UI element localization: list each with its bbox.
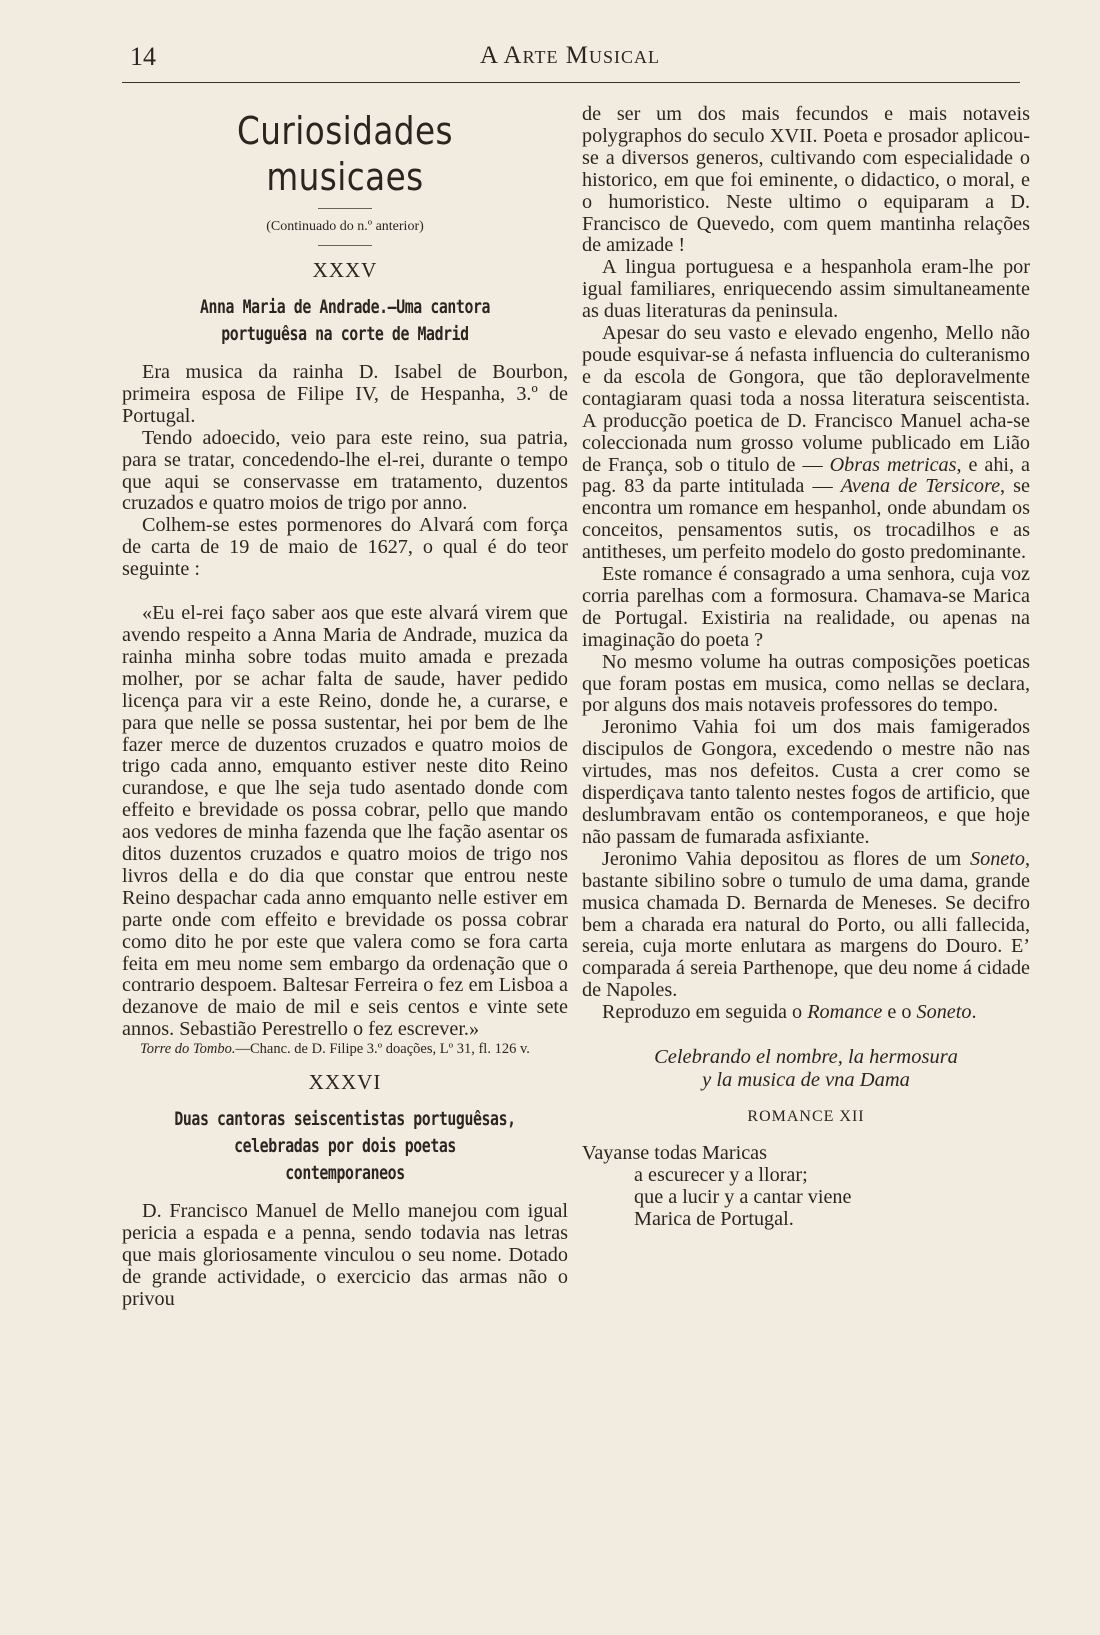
section-numeral-36: XXXVI — [308, 1070, 382, 1095]
spacer — [122, 581, 568, 603]
running-head — [120, 42, 1020, 82]
paragraph — [582, 1002, 1030, 1024]
alvara-quote: «Eu el-rei faço saber aos que este alvará virem que avendo respeito a Anna Maria de Andrade, muzica da rainha minha sobre todas muito amada e prezada molher, por se achar falta de saude, haver pedido licença para vir a este Reino, donde he, a curarse, e para que nelle se possa sustentar, hei por bem de lhe fazer merce de duzentos cruzados e quatro moios de trigo cada anno, emquanto estiver neste dito Reino curandose, e que lhe seja tudo asentado donde com effeito e brevidade os possa cobrar, pello que mando aos vedores de minha fazenda que lhe fação asentar os ditos duzentos cruzados e quatro moios de trigo nos livros della e do dia que constar que entrou neste Reino despachar cada anno emquanto nelle estiver em parte onde com effeito e brevidade os possa cobrar como dito he por este que valera como se fora carta feita em meu nome sem embargo da ordenação que o contrario despoem. Baltesar Ferreira o fez em Lisboa a dezanove de maio de mil e seis centos e vinte sete annos. Sebastião Perestrello o fez escrever.» — [122, 602, 568, 1041]
citation-source: Torre do Tombo. — [140, 1041, 236, 1058]
heading-line: celebradas por dois poetas contemporaneos — [234, 1135, 456, 1185]
text-run: , se encontra um romance em hespanhol, onde abundam os conceitos, pensamentos sutis, os trocadilhos e as antitheses, um perfeito modelo do gosto predominante. — [582, 475, 1030, 564]
paragraph: Tendo adoecido, veio para este reino, sua patria, para se tratar, concedendo-lhe el-rei, durante o tempo que aqui se conservasse em tratamento, duzentos cruzados e quatro moios de trigo por anno. — [122, 426, 568, 515]
italic-word: Soneto — [916, 1001, 972, 1024]
text-run: Apesar do seu vasto e elevado engenho, Mello não poude esquivar-se á nefasta influencia do culteranismo e da escola de Gongora, que tão deploravelmente contagiaram quasi toda a nossa literatura seiscentista. A producção poetica de D. Francisco Manuel acha-se coleccionada num grosso volume publicado em Lião de França, sob o titulo de — — [582, 322, 1030, 476]
heading-line: Anna Maria de Andrade.—Uma cantora — [199, 296, 491, 318]
article-title: Curiosidades musicaes — [237, 109, 453, 199]
header-rule — [122, 82, 1020, 83]
divider — [318, 245, 372, 246]
paragraph: Era musica da rainha D. Isabel de Bourbon, primeira esposa de Filipe IV, de Hespanha, 3.º de Portugal. — [122, 361, 568, 427]
text-run: , e ahi, a pag. 83 da parte intitulada — — [582, 453, 1030, 498]
verse-line: que a lucir y a cantar viene — [634, 1185, 852, 1208]
text-run: e o — [882, 1001, 917, 1024]
section-heading-35 — [171, 294, 519, 348]
divider — [318, 208, 372, 209]
citation-detail: —Chanc. de D. Filipe 3.º doações, Lº 31, fl. 126 v. — [235, 1041, 530, 1058]
journal-title: A Arte Musical — [480, 42, 660, 69]
paragraph — [582, 323, 1030, 564]
heading-line: portuguêsa na corte de Madrid — [221, 323, 469, 345]
italic-word: Soneto — [970, 847, 1025, 870]
book-part-title: Avena de Tersicore — [840, 475, 1001, 498]
verse — [582, 1142, 1030, 1230]
right-column — [582, 104, 1030, 1230]
paragraph — [582, 849, 1030, 1002]
paragraph: Este romance é consagrado a uma senhora, cuja voz corria parelhas com a formosura. Chamava-se Marica de Portugal. Existiria na realidade, ou apenas na imaginação do poeta ? — [582, 563, 1030, 651]
poem-heading-line: y la musica de vna Dama — [702, 1069, 910, 1092]
continuation-note: (Continuado do n.º anterior) — [266, 219, 424, 234]
book-title: Obras metricas — [829, 453, 957, 476]
paragraph: No mesmo volume ha outras composições poeticas que foram postas em musica, como nellas se declara, por alguns dos mais notaveis professores do tempo. — [582, 650, 1030, 717]
italic-word: Romance — [807, 1001, 883, 1024]
paragraph: D. Francisco Manuel de Mello manejou com igual pericia a espada e a penna, sendo todavia nas letras que mais gloriosamente vinculou o seu nome. Dotado de grande actividade, o exercicio das armas não o privou — [122, 1200, 568, 1310]
section-numeral-35: XXXV — [312, 258, 378, 282]
poem-heading-line: Celebrando el nombre, la hermosura — [654, 1046, 958, 1069]
page-number: 14 — [130, 42, 156, 71]
paragraph: Colhem-se estes pormenores do Alvará com força de carta de 19 de maio de 1627, o qual é do teor seguinte : — [122, 514, 568, 581]
text-run: Reproduzo em seguida o — [602, 1001, 808, 1024]
section-heading-36 — [171, 1106, 519, 1187]
paragraph: Jeronimo Vahia foi um dos mais famigerados discipulos de Gongora, excedendo o mestre não nas virtudes, mas nos defeitos. Custa a crer como se disperdiçava tanto talento nestes fogos de artificio, que deslumbravam então os contemporaneos, e que hoje não passam de fumarada asfixiante. — [582, 716, 1030, 848]
text-run: . — [971, 1001, 977, 1024]
text-run: , bastante sibilino sobre o tumulo de uma dama, grande musica chamada D. Bernarda de Meneses. Se decifro bem a charada era natural do Porto, ou alli fallecida, sereia, cuja morte enlutara as margens do Douro. E’ comparada á sereia Parthenope, que deu nome á cidade de Napoles. — [582, 847, 1030, 1002]
text-run: Jeronimo Vahia depositou as flores de um — [602, 847, 970, 870]
poem-heading — [582, 1046, 1030, 1092]
romance-label: ROMANCE XII — [747, 1108, 865, 1126]
paragraph: de ser um dos mais fecundos e mais notaveis polygraphos do seculo XVII. Poeta e prosador aplicou-se a diversos generos, cultivando com especialidade o historico, em que foi eminente, o didactico, o moral, e o humoristico. Neste ultimo o equiparam a D. Francisco de Quevedo, com quem mantinha relações de amizade ! — [582, 103, 1030, 257]
archive-citation — [122, 1041, 568, 1058]
paragraph: A lingua portuguesa e a hespanhola eram-lhe por igual familiares, enriquecendo assim simultaneamente as duas literaturas da peninsula. — [582, 256, 1030, 323]
verse-line: Vayanse todas Maricas — [582, 1141, 767, 1164]
left-column — [122, 104, 568, 1311]
verse-line: a escurecer y a llorar; — [634, 1163, 808, 1186]
heading-line: Duas cantoras seiscentistas portuguêsas, — [174, 1108, 516, 1131]
verse-line: Marica de Portugal. — [634, 1207, 794, 1230]
